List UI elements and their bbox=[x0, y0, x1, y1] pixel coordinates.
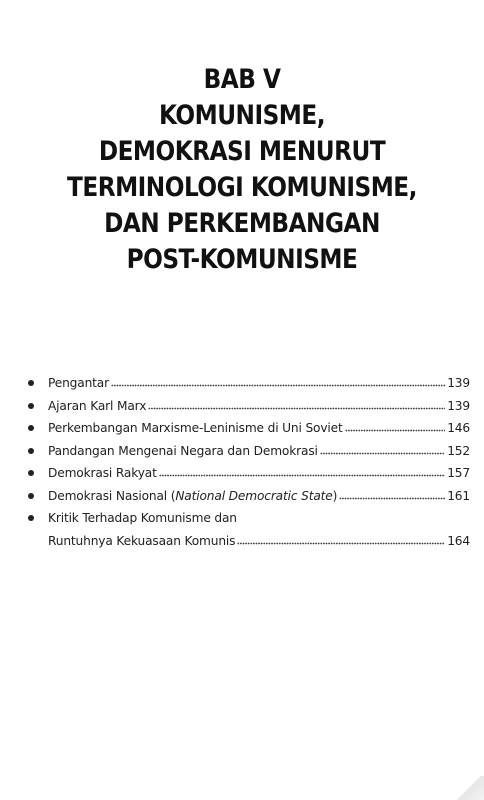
dot-leader bbox=[111, 375, 445, 387]
toc-item-pengantar[interactable] bbox=[28, 372, 470, 395]
toc-item-negara-dan-demokrasi[interactable] bbox=[28, 440, 470, 463]
toc-item-text-prefix: Demokrasi Nasional ( bbox=[48, 488, 176, 503]
dot-leader bbox=[237, 533, 445, 545]
toc-page-number: 152 bbox=[447, 443, 470, 458]
bullet-icon bbox=[28, 425, 34, 431]
toc-page-number: 157 bbox=[447, 466, 470, 480]
toc-item-text: Pandangan Mengenai Negara dan Demokrasi bbox=[48, 443, 318, 458]
dot-leader bbox=[148, 398, 445, 410]
bullet-icon bbox=[28, 493, 34, 499]
toc-item-text: Demokrasi Rakyat bbox=[48, 466, 157, 480]
dot-leader bbox=[339, 488, 445, 500]
toc-item-demokrasi-nasional[interactable] bbox=[28, 485, 470, 508]
dot-leader bbox=[320, 443, 445, 455]
toc-page-number: 139 bbox=[447, 376, 470, 390]
chapter-title-line-4: DAN PERKEMBANGAN bbox=[104, 208, 380, 239]
dot-leader bbox=[159, 465, 445, 477]
toc-page-number: 161 bbox=[447, 488, 470, 503]
toc-item-text: Perkembangan Marxisme-Leninisme di Uni Soviet bbox=[48, 421, 343, 435]
bullet-icon bbox=[28, 470, 34, 476]
bullet-icon bbox=[28, 448, 34, 454]
toc-item-kritik-terhadap-komunisme[interactable] bbox=[28, 507, 470, 552]
chapter-title-line-3: TERMINOLOGI KOMUNISME, bbox=[67, 172, 417, 203]
toc-item-ajaran-karl-marx[interactable] bbox=[28, 395, 470, 418]
table-of-contents bbox=[28, 372, 470, 552]
bullet-icon bbox=[28, 403, 34, 409]
dot-leader bbox=[345, 420, 446, 432]
toc-item-marxisme-leninisme[interactable] bbox=[28, 417, 470, 440]
toc-item-text-line-1: Kritik Terhadap Komunisme dan bbox=[48, 511, 237, 525]
chapter-title-line-2: DEMOKRASI MENURUT bbox=[98, 136, 386, 167]
toc-item-demokrasi-rakyat[interactable] bbox=[28, 462, 470, 485]
toc-item-text-italic: National Democratic State bbox=[175, 488, 333, 503]
toc-item-text bbox=[48, 485, 337, 508]
chapter-title-line-5: POST-KOMUNISME bbox=[126, 244, 358, 275]
toc-item-text-line-2: Runtuhnya Kekuasaan Komunis bbox=[48, 533, 236, 548]
toc-page-number: 146 bbox=[447, 421, 470, 435]
toc-item-text-suffix: ) bbox=[332, 488, 338, 503]
toc-page-number: 139 bbox=[447, 398, 470, 413]
toc-item-text: Ajaran Karl Marx bbox=[48, 398, 147, 413]
toc-item-text: Pengantar bbox=[48, 376, 109, 390]
chapter-title-line-1: KOMUNISME, bbox=[158, 100, 326, 131]
toc-page-number: 164 bbox=[447, 533, 470, 548]
chapter-title-block bbox=[0, 62, 484, 278]
page-corner-fold bbox=[444, 776, 484, 800]
bullet-icon bbox=[28, 380, 34, 386]
bullet-icon bbox=[28, 515, 34, 521]
chapter-label: BAB V bbox=[203, 64, 281, 95]
